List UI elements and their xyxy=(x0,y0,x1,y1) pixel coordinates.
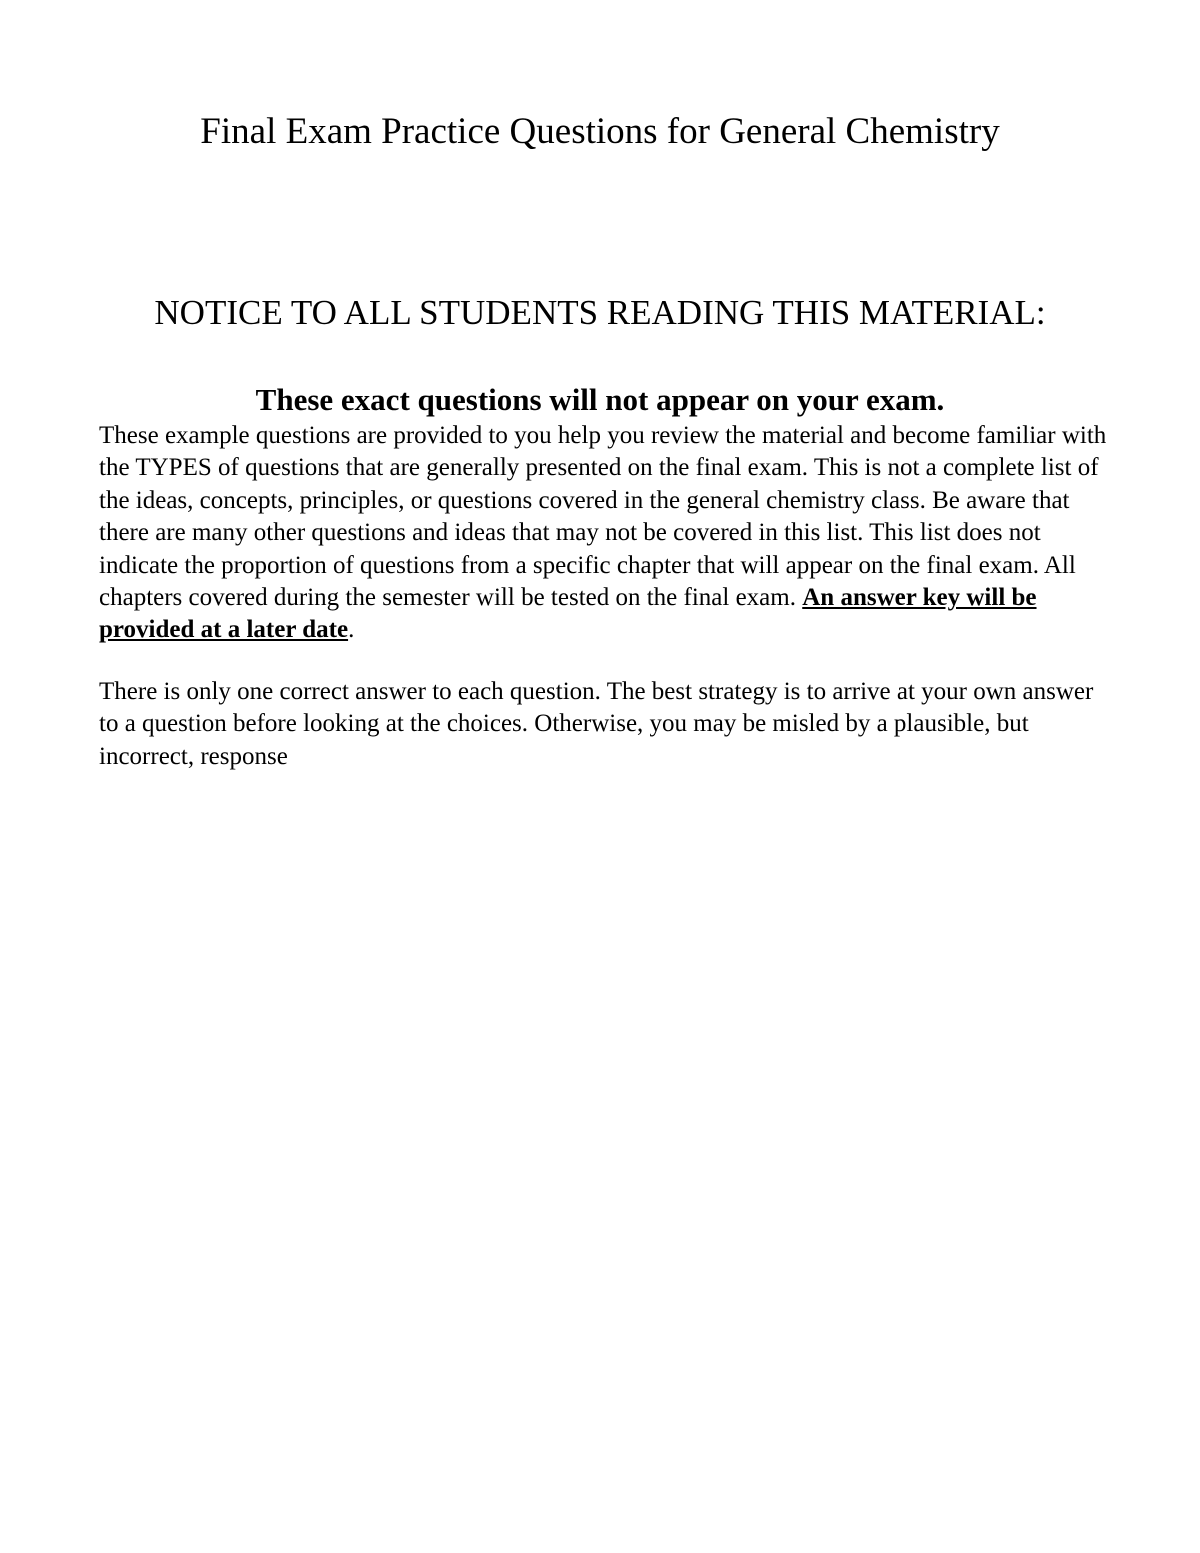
intro-paragraph-end: . xyxy=(348,616,355,644)
notice-subheading: These exact questions will not appear on your exam. xyxy=(255,382,945,417)
notice-heading: NOTICE TO ALL STUDENTS READING THIS MATERIAL: xyxy=(154,293,1046,332)
answer-key-note: An answer key will be provided at a later date xyxy=(99,584,1037,644)
strategy-paragraph: There is only one correct answer to each question. The best strategy is to arrive at your own answer to a question before looking at the choices. Otherwise, you may be misled by a plausible, but incorrect, response xyxy=(99,678,1094,770)
intro-paragraph-text: These example questions are provided to you help you review the material and become familiar with the TYPES of questions that are generally presented on the final exam. This is not a complete list of the ideas, concepts, principles, or questions covered in the general chemistry class. Be aware that there are many other questions and ideas that may not be covered in this list. This list does not indicate the proportion of questions from a specific chapter that will appear on the final exam. All chapters covered during the semester will be tested on the final exam. xyxy=(99,422,1107,612)
document-title: Final Exam Practice Questions for General Chemistry xyxy=(200,111,1000,152)
intro-paragraph xyxy=(99,420,1109,647)
